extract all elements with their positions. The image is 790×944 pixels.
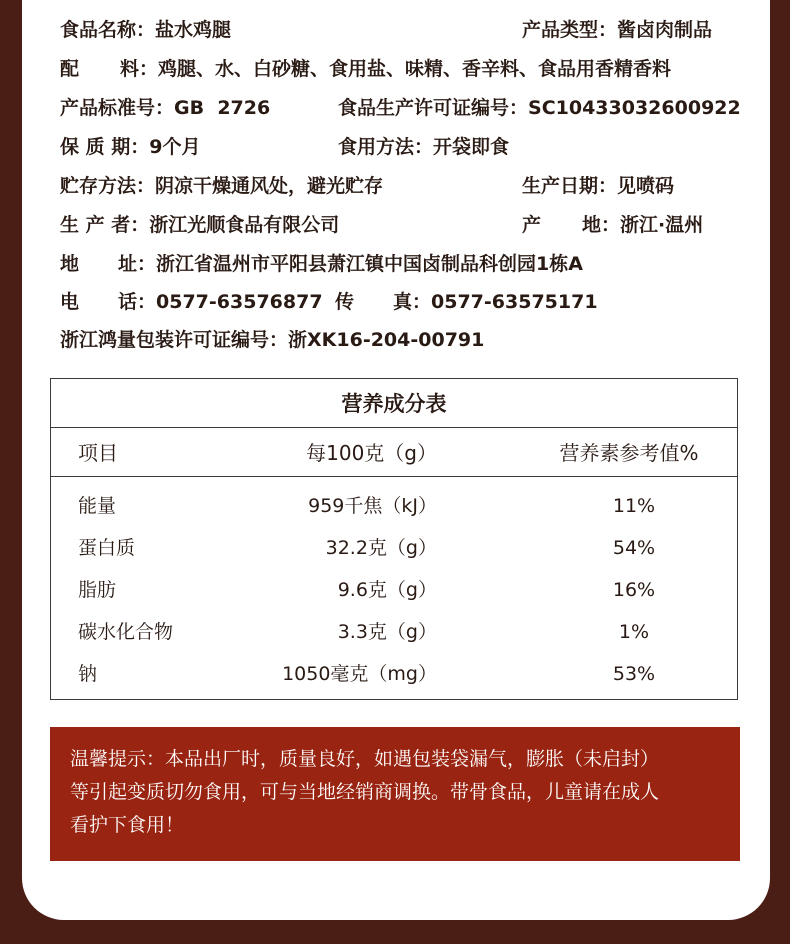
phone-label-a: 电 [60, 291, 80, 313]
ingredients-value: 鸡腿、水、白砂糖、食用盐、味精、香辛料、食品用香精香料 [158, 58, 672, 80]
nutrient-amount: 1050毫克（mg） [282, 663, 437, 685]
name-value: 盐水鸡腿 [155, 19, 232, 41]
nutrient-name: 蛋白质 [78, 537, 136, 559]
nutrient-amount: 959千焦（kJ） [308, 495, 437, 517]
nutrition-title: 营养成分表 [51, 379, 737, 428]
table-row [51, 611, 737, 653]
origin-label-a: 产 [522, 214, 542, 236]
ingredients-label-b: 料： [120, 58, 159, 80]
nutrient-name: 能量 [78, 495, 117, 517]
address-value: 浙江省温州市平阳县萧江镇中国卤制品科创园1栋A [156, 253, 583, 275]
table-row [51, 527, 737, 569]
info-row-packaging [60, 325, 484, 355]
info-row-license [338, 93, 741, 123]
ingredients-label-a: 配 [60, 58, 80, 80]
phone-value: 0577-63576877 [156, 291, 323, 313]
table-row [51, 485, 737, 527]
warning-line-3: 看护下食用！ [70, 814, 185, 836]
producer-label: 生 产 者： [60, 214, 150, 236]
info-row-phone [60, 287, 323, 317]
nutrient-name: 脂肪 [78, 579, 117, 601]
info-row-producer [60, 210, 339, 240]
license-value: SC10433032600922 [528, 97, 741, 119]
header-per-100g: 每100克（g） [306, 441, 437, 465]
fax-label-a: 传 [335, 291, 355, 313]
info-row-usage [338, 132, 509, 162]
table-row [51, 653, 737, 695]
nutrient-nrv: 1% [618, 621, 650, 643]
table-row [51, 569, 737, 611]
pack-label: 浙江鸿量包装许可证编号： [60, 329, 289, 351]
nutrient-name: 碳水化合物 [78, 621, 174, 643]
info-row-origin [522, 210, 703, 240]
info-row-standard [60, 93, 270, 123]
license-label: 食品生产许可证编号： [338, 97, 529, 119]
info-row-date [522, 171, 674, 201]
warning-line-1: 温馨提示：本品出厂时，质量良好，如遇包装袋漏气，膨胀（未启封） [70, 748, 660, 770]
info-row-ingredients [60, 54, 671, 84]
shelf-value: 9个月 [149, 136, 201, 158]
type-label: 产品类型： [522, 19, 618, 41]
info-row-name [60, 15, 231, 45]
type-value: 酱卤肉制品 [617, 19, 713, 41]
origin-label-b: 地： [582, 214, 621, 236]
nutrient-name: 钠 [78, 663, 98, 685]
nutrition-table [50, 378, 738, 700]
fax-label-b: 真： [393, 291, 432, 313]
usage-value: 开袋即食 [433, 136, 510, 158]
nutrient-nrv: 54% [612, 537, 656, 559]
storage-value: 阴凉干燥通风处，避光贮存 [155, 175, 384, 197]
info-row-address [60, 249, 583, 279]
date-label: 生产日期： [522, 175, 618, 197]
origin-value: 浙江·温州 [620, 214, 704, 236]
storage-label: 贮存方法： [60, 175, 156, 197]
address-label-b: 址： [118, 253, 157, 275]
header-item: 项目 [78, 441, 118, 465]
warning-line-2: 等引起变质切勿食用，可与当地经销商调换。带骨食品，儿童请在成人 [70, 781, 660, 803]
fax-value: 0577-63575171 [431, 291, 598, 313]
header-nrv: 营养素参考值% [559, 441, 699, 465]
address-label-a: 地 [60, 253, 80, 275]
producer-value: 浙江光顺食品有限公司 [149, 214, 340, 236]
standard-value: GB 2726 [174, 97, 271, 119]
warning-notice [50, 727, 740, 861]
info-row-shelf [60, 132, 200, 162]
usage-label: 食用方法： [338, 136, 434, 158]
nutrient-amount: 32.2克（g） [325, 537, 437, 559]
nutrient-nrv: 53% [612, 663, 656, 685]
info-row-type [522, 15, 712, 45]
info-row-storage [60, 171, 383, 201]
info-row-fax [335, 287, 598, 317]
nutrient-amount: 9.6克（g） [337, 579, 437, 601]
nutrition-header-row [51, 428, 737, 477]
standard-label: 产品标准号： [60, 97, 175, 119]
date-value: 见喷码 [617, 175, 675, 197]
shelf-label: 保 质 期： [60, 136, 150, 158]
nutrient-amount: 3.3克（g） [337, 621, 437, 643]
pack-value: 浙XK16-204-00791 [288, 329, 485, 351]
nutrient-nrv: 16% [612, 579, 656, 601]
name-label: 食品名称： [60, 19, 156, 41]
phone-label-b: 话： [118, 291, 157, 313]
nutrient-nrv: 11% [612, 495, 656, 517]
